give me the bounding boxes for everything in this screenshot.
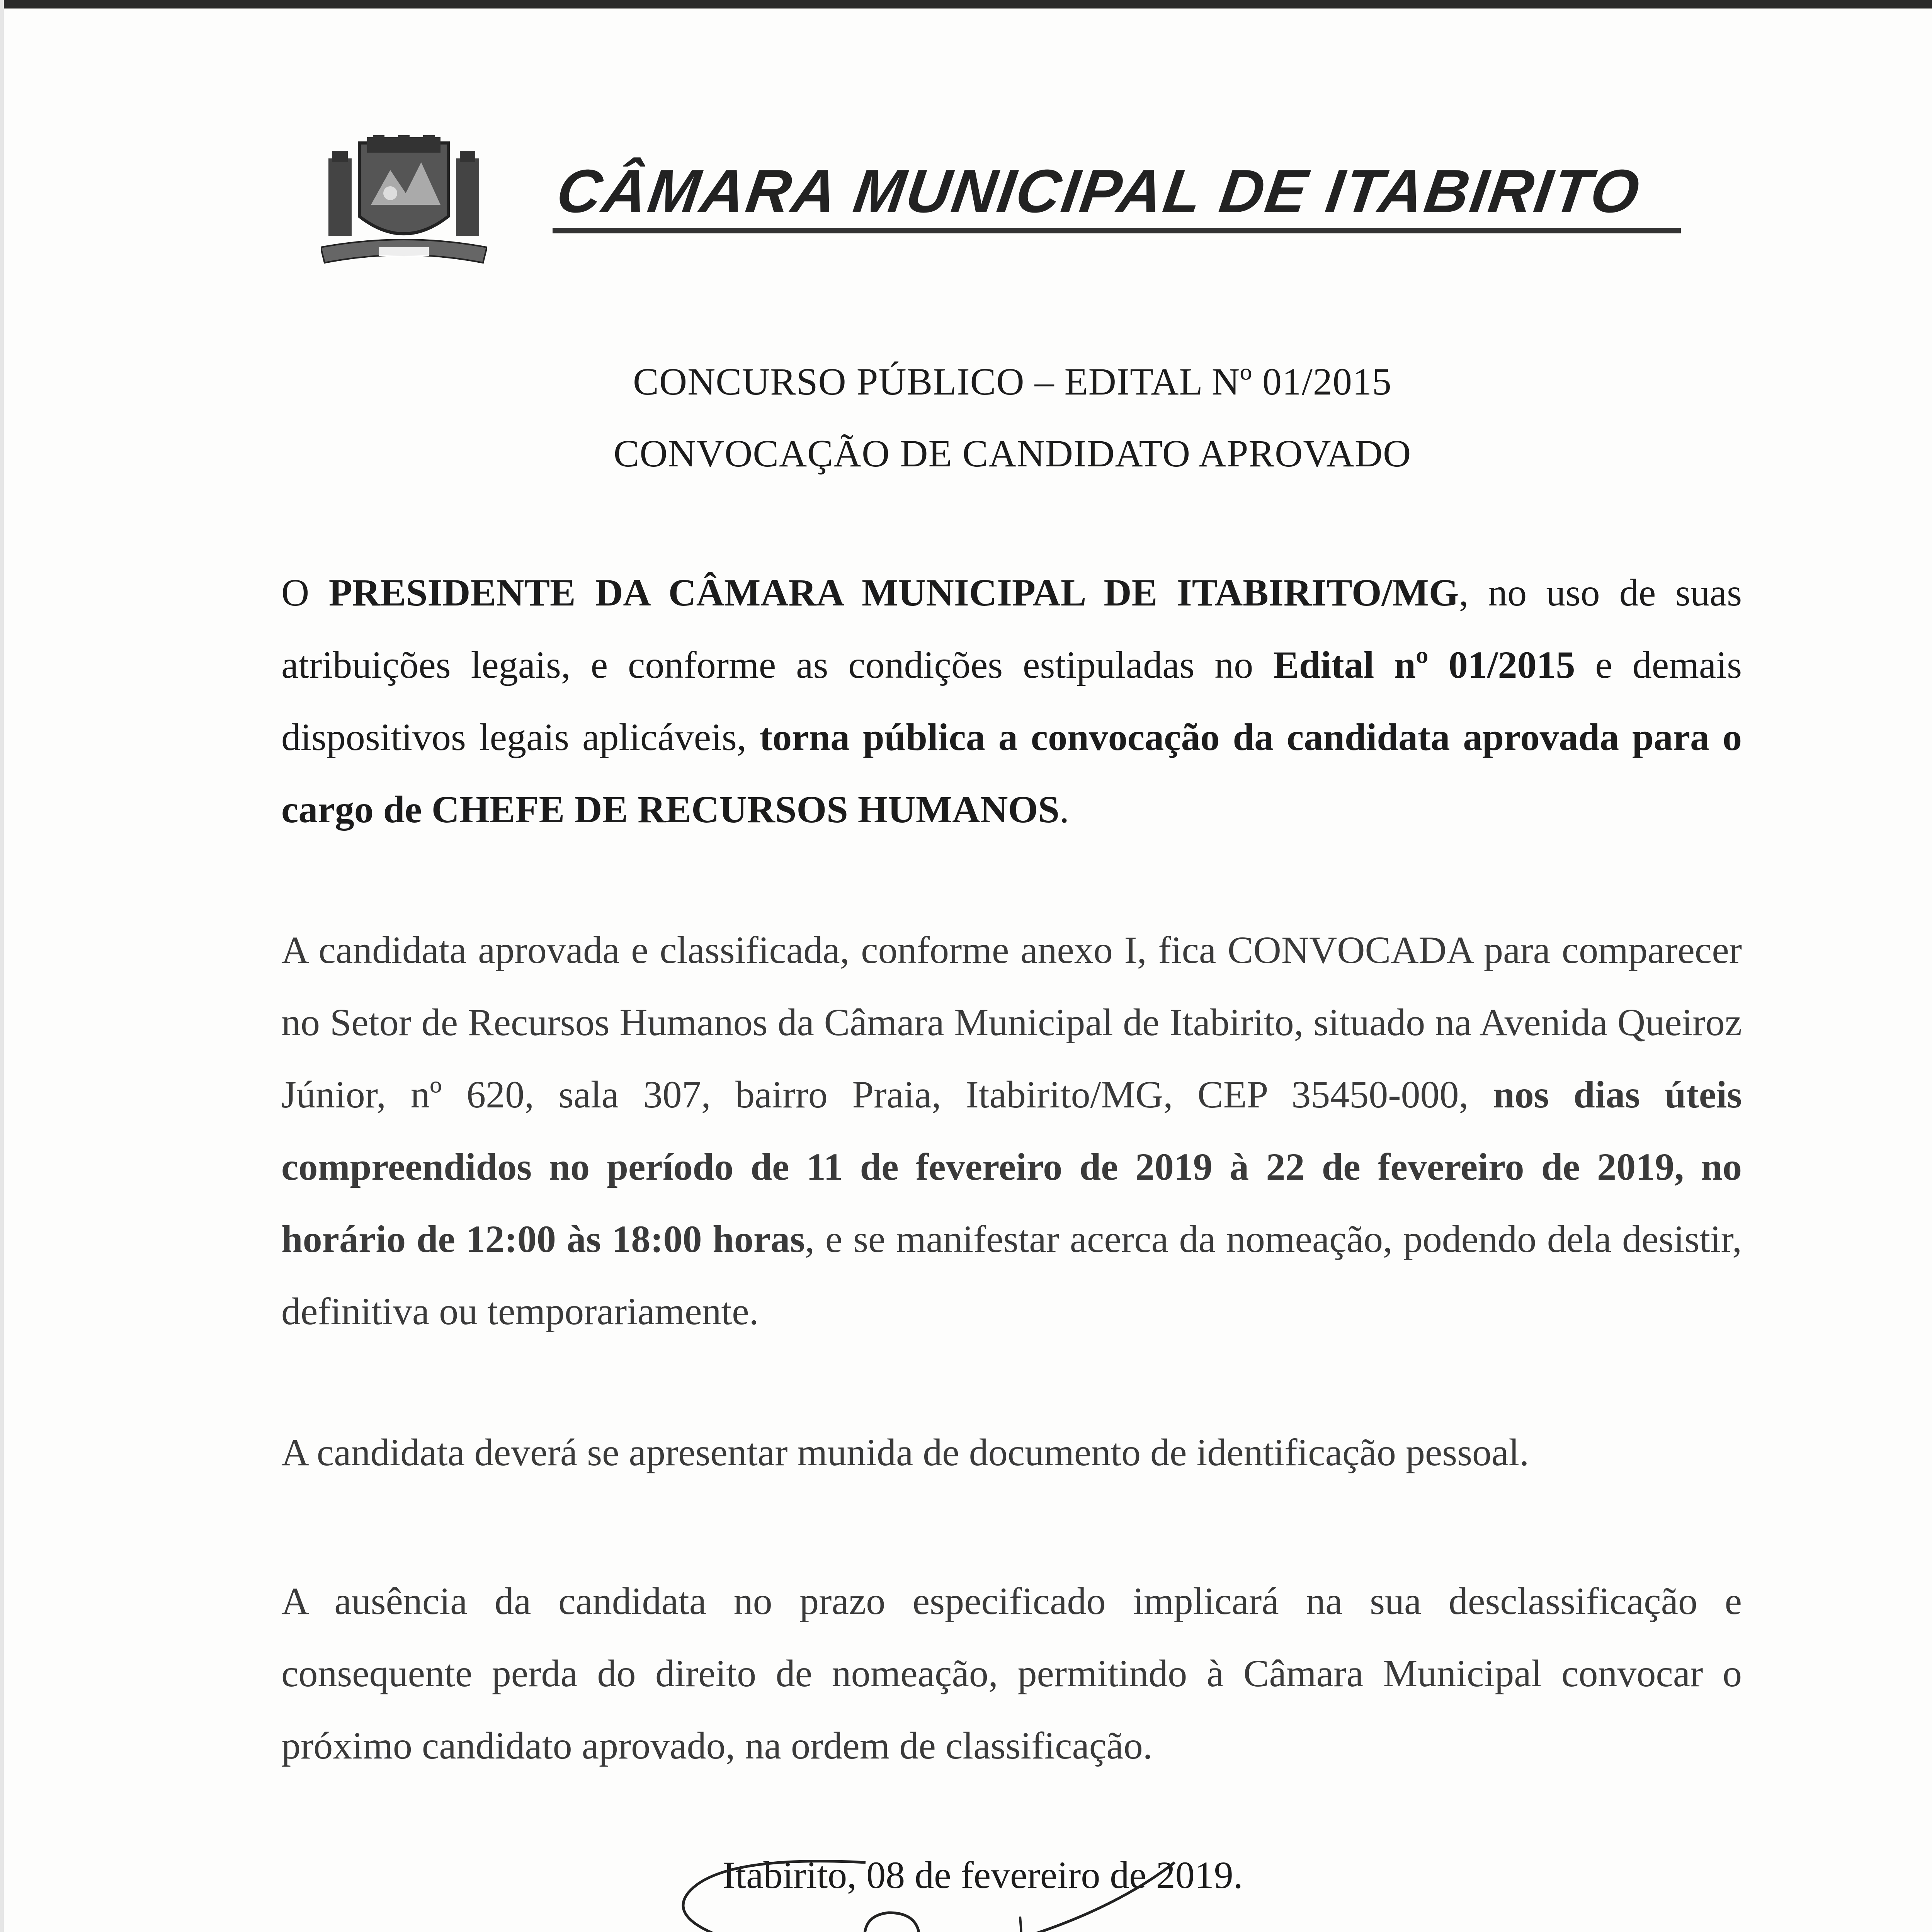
paragraph-documents: A candidata deverá se apresentar munida de documento de identificação pessoal.: [281, 1431, 1529, 1474]
organization-name: CÂMARA MUNICIPAL DE ITABIRITO: [553, 157, 1645, 225]
scan-edge-top: [0, 0, 1932, 9]
bold-run: PRESIDENTE DA CÂMARA MUNICIPAL DE ITABIRITO/MG: [328, 571, 1459, 614]
handwritten-signature: [641, 1847, 1298, 1932]
coat-of-arms-icon: [321, 135, 487, 267]
date-line: Itabirito, 08 de fevereiro de 2019.: [723, 1854, 1243, 1896]
bold-run: nos dias úteis compreendidos no período de 11 de fevereiro de 2019 à 22 de fevereiro de 2019, no horário de 12:00 às 18:00 horas: [281, 1073, 1742, 1260]
organization-underline: [553, 228, 1681, 233]
paragraph-details: [281, 914, 1742, 1347]
text-run: A candidata aprovada e classificada, conforme anexo I, fica CONVOCADA para comparecer no Setor de Recursos Humanos da Câmara Municipal de Itabirito, situado na Avenida Queiroz Júnior, nº 620, sala 307, bairro Praia, Itabirito/MG, CEP 35450-000,: [281, 929, 1742, 1116]
bold-run: Edital nº 01/2015: [1273, 643, 1575, 686]
title-line-1: CONCURSO PÚBLICO – EDITAL Nº 01/2015: [633, 360, 1392, 403]
document-title: [278, 346, 1747, 490]
text-run: .: [1059, 788, 1069, 831]
title-line-2: CONVOCAÇÃO DE CANDIDATO APROVADO: [613, 432, 1412, 475]
text-run: O: [281, 571, 329, 614]
bold-run: torna pública a convocação da candidata aprovada para o cargo de CHEFE DE RECURSOS HUMANOS: [281, 716, 1742, 831]
scan-edge-left: [0, 0, 4, 1932]
paragraph-absence: A ausência da candidata no prazo especificado implicará na sua desclassificação e consequente perda do direito de nomeação, permitindo à Câmara Municipal convocar o próximo candidato aprovado, na ordem de classificação.: [281, 1580, 1742, 1767]
text-run: , e se manifestar acerca da nomeação, podendo dela desistir, definitiva ou temporariamente.: [281, 1218, 1742, 1333]
text-run: e demais dispositivos legais aplicáveis,: [281, 643, 1742, 759]
paragraph-convocation: [281, 556, 1742, 845]
text-run: , no uso de suas atribuições legais, e conforme as condições estipuladas no: [281, 571, 1742, 686]
